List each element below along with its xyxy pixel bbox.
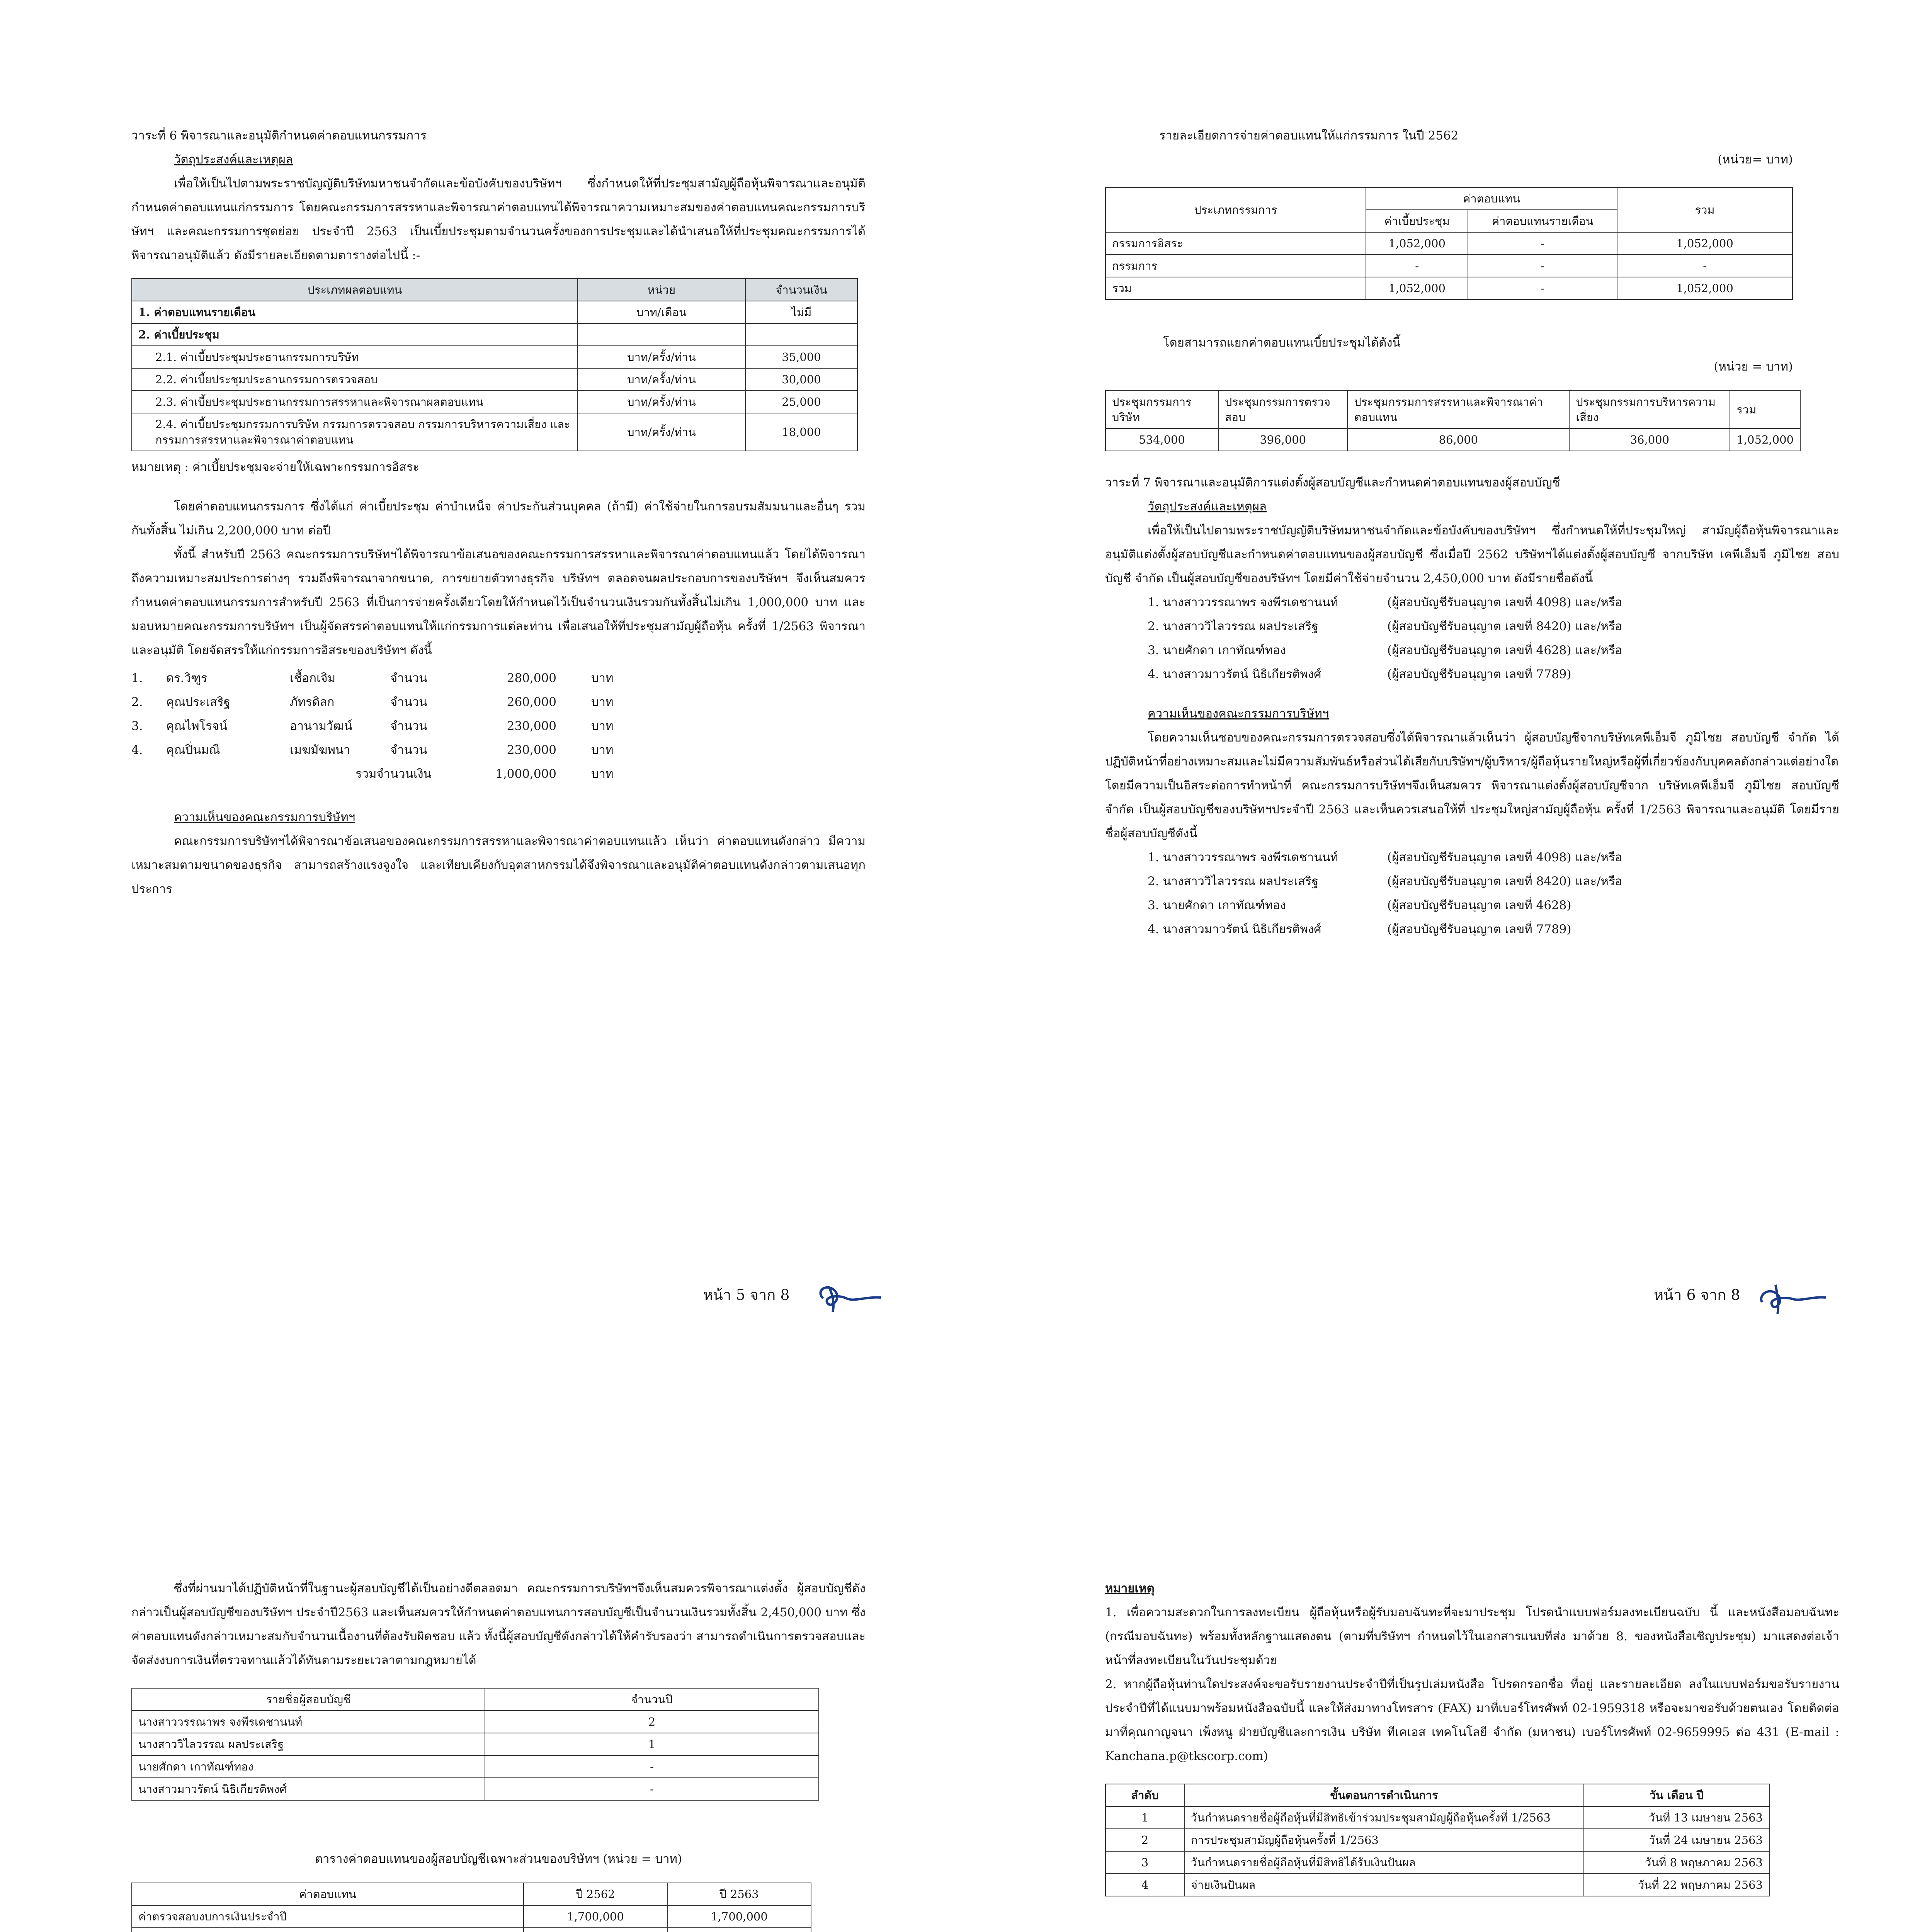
table-cell: - [485, 1755, 819, 1778]
list-item [131, 666, 866, 690]
table-row [132, 1928, 811, 1932]
auditor-license: (ผู้สอบบัญชีรับอนุญาต เลขที่ 4098) และ/หรือ [1387, 595, 1622, 609]
table-header: รวม [1730, 391, 1800, 429]
table-row [1105, 429, 1800, 451]
table-cell: - [1468, 277, 1617, 299]
table-header: ค่าตอบแทน [1366, 187, 1617, 210]
table-header: ประชุมกรรมการตรวจสอบ [1218, 391, 1348, 429]
amount-unit: บาท [591, 743, 614, 757]
amount-label: จำนวน [390, 671, 427, 685]
auditor-license: (ผู้สอบบัญชีรับอนุญาต เลขที่ 4628) และ/หรือ [1387, 643, 1622, 657]
table-cell: บาท/ครั้ง/ท่าน [578, 368, 745, 391]
auditor-appointment-paragraph: ซึ่งที่ผ่านมาได้ปฏิบัติหน้าที่ในฐานะผู้สอบบัญชีได้เป็นอย่างดีตลอดมา คณะกรรมการบริษัทฯจึงเห็นสมควรพิจารณาแต่งตั้ง ผู้สอบบัญชีดังกล่าวเป็นผู้สอบบัญชีของบริษัทฯ ประจำปี2563 และเห็นสมควรให้กำหนดค่าตอบแทนการสอบบัญชีเป็นจำนวนเงินรวมทั้งสิ้น 2,450,000 บาท ซึ่งค่าตอบแทนดังกล่าวเหมาะสมกับจำนวนเนื้องานที่ต้องรับผิดชอบ แล้ว ทั้งนี้ผู้สอบบัญชีดังกล่าวได้ให้คำรับรองว่า สามารถดำเนินการตรวจสอบและจัดส่งงบการเงินที่ตรวจทานแล้วได้ทันตามระยะเวลาตามกฎหมายได้ [131, 1582, 866, 1667]
list-item [1148, 590, 1839, 614]
table-cell: วันกำหนดรายชื่อผู้ถือหุ้นที่มีสิทธิได้รับเงินปันผล [1184, 1851, 1584, 1874]
page-7 [131, 1577, 866, 1932]
auditor-license: (ผู้สอบบัญชีรับอนุญาต เลขที่ 8420) และ/หรือ [1387, 874, 1622, 888]
director-surname: เชื้อกเจิม [290, 671, 336, 685]
auditor-name: 4. นางสาวมาวรัตน์ นิธิเกียรติพงศ์ [1148, 922, 1321, 936]
table-row [1105, 232, 1793, 255]
table-cell: รวม [1105, 277, 1366, 299]
table-note: หมายเหตุ : ค่าเบี้ยประชุมจะจ่ายให้เฉพาะกรรมการอิสระ [131, 460, 420, 474]
table-cell: 4 [1105, 1874, 1184, 1896]
auditor-license: (ผู้สอบบัญชีรับอนุญาต เลขที่ 7789) [1387, 667, 1571, 681]
table-header: ประชุมกรรมการสรรหาและพิจารณาค่าตอบแทน [1347, 391, 1569, 429]
table-row [1105, 255, 1793, 277]
table-cell: - [1468, 255, 1617, 277]
auditor-list-2 [1105, 845, 1839, 941]
table-row [132, 1755, 819, 1778]
table-cell: - [485, 1778, 819, 1800]
table-cell: 2. ค่าเบี้ยประชุม [132, 323, 578, 346]
allocation-paragraph: ทั้งนี้ สำหรับปี 2563 คณะกรรมการบริษัทฯได้พิจารณาข้อเสนอของคณะกรรมการสรรหาและพิจารณาค่าตอบแทนแล้ว โดยได้พิจารณาถึงความเหมาะสมประการต่างๆ รวมถึงพิจารณาจากขนาด, การขยายตัวทางธุรกิจ บริษัทฯ ตลอดจนผลประกอบการของบริษัทฯ จึงเห็นสมควรกำหนดค่าตอบแทนกรรมการสำหรับปี 2563 ที่เป็นการจ่ายครั้งเดียวโดยให้กำหนดไว้เป็นจำนวนเงินรวมกันทั้งสิ้นไม่เกิน 1,000,000 บาท และมอบหมายคณะกรรมการบริษัทฯ เป็นผู้จัดสรรค่าตอบแทนให้แก่กรรมการแต่ละท่าน เพื่อเสนอให้ที่ประชุมสามัญผู้ถือหุ้น ครั้งที่ 1/2563 พิจารณาและอนุมัติ โดยจัดสรรให้แก่กรรมการอิสระของบริษัทฯ ดังนี้ [131, 548, 866, 657]
table-cell: 1,052,000 [1366, 232, 1468, 255]
table-cell: 2.2. ค่าเบี้ยประชุมประธานกรรมการตรวจสอบ [132, 368, 578, 391]
board-opinion-paragraph: โดยความเห็นชอบของคณะกรรมการตรวจสอบซึ่งได้พิจารณาแล้วเห็นว่า ผู้สอบบัญชีจากบริษัทเคพีเอ็มจี ภูมิไชย สอบบัญชี จำกัด ได้ปฏิบัติหน้าที่อย่างเหมาะสมและไม่มีความสัมพันธ์หรือส่วนได้เสียกับบริษัทฯ/ผู้บริหาร/ผู้ถือหุ้นรายใหญ่หรือผู้ที่เกี่ยวข้องกับบุคคลดังกล่าวแต่อย่างใด โดยมีความเป็นอิสระต่อการทำหน้าที่ คณะกรรมการบริษัทฯจึงเห็นสมควร พิจารณาแต่งตั้งผู้สอบบัญชีจาก บริษัทเคพีเอ็มจี ภูมิไชย สอบบัญชี จำกัด เป็นผู้สอบบัญชีของบริษัทฯประจำปี 2563 และเห็นควรเสนอให้ที่ ประชุมใหญ่สามัญผู้ถือหุ้น ครั้งที่ 1/2563 พิจารณาและอนุมัติ โดยมีรายชื่อผู้สอบบัญชีดังนี้ [1105, 731, 1839, 840]
table-cell: 25,000 [745, 391, 857, 413]
table-header: จำนวนเงิน [745, 279, 857, 301]
list-item [1148, 845, 1839, 869]
total-value: 1,000,000 [495, 767, 556, 781]
unit-label: (หน่วย = บาท) [1714, 360, 1793, 374]
table-cell: 86,000 [1347, 429, 1569, 451]
table-cell: วันกำหนดรายชื่อผู้ถือหุ้นที่มีสิทธิเข้าร่วมประชุมสามัญผู้ถือหุ้นครั้งที่ 1/2563 [1184, 1806, 1584, 1829]
table-cell: 1. ค่าตอบแทนรายเดือน [132, 301, 578, 323]
note-1: 1. เพื่อความสะดวกในการลงทะเบียน ผู้ถือหุ้นหรือผู้รับมอบฉันทะที่จะมาประชุม โปรดนำแบบฟอร์มลงทะเบียนฉบับ นี้ และหนังสือมอบฉันทะ (กรณีมอบฉันทะ) พร้อมทั้งหลักฐานแสดงตน (ตามที่บริษัทฯ กำหนดไว้ในเอกสารแนบที่ส่ง มาด้วย 8. ของหนังสือเชิญประชุม) มาแสดงต่อเจ้าหน้าที่ลงทะเบียนในวันประชุมด้วย [1105, 1605, 1839, 1667]
table-cell: จ่ายเงินปันผล [1184, 1874, 1584, 1896]
auditor-license: (ผู้สอบบัญชีรับอนุญาต เลขที่ 7789) [1387, 922, 1571, 936]
table-cell [667, 1928, 811, 1932]
table-cell: 30,000 [745, 368, 857, 391]
auditor-name: 3. นายศักดา เกาทัณฑ์ทอง [1148, 643, 1286, 657]
page-footer: หน้า 6 จาก 8 [1654, 1286, 1740, 1303]
board-opinion-paragraph: คณะกรรมการบริษัทฯได้พิจารณาข้อเสนอของคณะกรรมการสรรหาและพิจารณาค่าตอบแทนแล้ว เห็นว่า ค่าตอบแทนดังกล่าว มีความเหมาะสมตามขนาดของธุรกิจ สามารถสร้างแรงจูงใจ และเทียบเคียงกับอุตสาหกรรมได้จึงพิจารณาและอนุมัติค่าตอบแทนดังกล่าวตามเสนอทุกประการ [131, 834, 866, 896]
auditor-name: 1. นางสาววรรณาพร จงพีรเดชานนท์ [1148, 595, 1338, 609]
amount-value: 260,000 [507, 695, 556, 709]
board-opinion-heading: ความเห็นของคณะกรรมการบริษัทฯ [174, 810, 355, 824]
auditor-license: (ผู้สอบบัญชีรับอนุญาต เลขที่ 4628) [1387, 898, 1571, 912]
auditor-name: 1. นางสาววรรณาพร จงพีรเดชานนท์ [1148, 850, 1338, 864]
amount-value: 230,000 [507, 743, 556, 757]
table-cell: บาท/ครั้ง/ท่าน [578, 391, 745, 413]
total-unit: บาท [591, 767, 614, 781]
director-surname: ภัทรดิลก [290, 695, 335, 709]
amount-unit: บาท [591, 695, 614, 709]
table-header: ประชุมกรรมการบริษัท [1105, 391, 1218, 429]
director-surname: เมฆมัฆพนา [290, 743, 350, 757]
note-heading: หมายเหตุ [1105, 1582, 1155, 1595]
table-cell: - [1468, 232, 1617, 255]
list-item [1148, 917, 1839, 941]
table-cell: บาท/ครั้ง/ท่าน [578, 346, 745, 368]
table-cell: 35,000 [745, 346, 857, 368]
table-cell: 18,000 [745, 413, 857, 451]
list-item [1148, 869, 1839, 893]
table-cell: 2.3. ค่าเบี้ยประชุมประธานกรรมการสรรหาและพิจารณาผลตอบแทน [132, 391, 578, 413]
agenda-6-title: วาระที่ 6 พิจารณาและอนุมัติกำหนดค่าตอบแทนกรรมการ [131, 129, 427, 143]
table-row [1105, 1829, 1769, 1851]
table-cell: - [1366, 255, 1468, 277]
total-remuneration-paragraph: โดยค่าตอบแทนกรรมการ ซึ่งได้แก่ ค่าเบี้ยประชุม ค่าบำเหน็จ ค่าประกันส่วนบุคคล (ถ้ามี) ค่าใช้จ่ายในการอบรมสัมมนาและอื่นๆ รวมกันทั้งสิ้น ไม่เกิน 2,200,000 บาท ต่อปี [131, 500, 866, 537]
table-header: ประเภทกรรมการ [1105, 187, 1366, 232]
table-header: ประเภทผลตอบแทน [132, 279, 578, 301]
auditor-name: 2. นางสาววิไลวรรณ ผลประเสริฐ [1148, 619, 1318, 633]
table-cell: ไม่มี [745, 301, 857, 323]
amount-label: จำนวน [390, 743, 427, 757]
table-cell: 2 [485, 1711, 819, 1733]
auditor-years-table [131, 1688, 819, 1801]
list-item [131, 714, 866, 738]
table-cell: 396,000 [1218, 429, 1348, 451]
amount-label: จำนวน [390, 719, 427, 733]
table-row [132, 1778, 819, 1800]
table-row [1105, 1874, 1769, 1896]
table-cell: 2.4. ค่าเบี้ยประชุมกรรมการบริษัท กรรมการตรวจสอบ กรรมการบริหารความเสี่ยง และกรรมการสรรหาและพิจารณาค่าตอบแทน [132, 413, 578, 451]
table-header: ประชุมกรรมการบริหารความเสี่ยง [1569, 391, 1730, 429]
table-cell: กรรมการ [1105, 255, 1366, 277]
table-header: รายชื่อผู้สอบบัญชี [132, 1688, 485, 1711]
page-6 [1105, 124, 1839, 1399]
remuneration-table [131, 278, 858, 451]
table-cell [745, 323, 857, 346]
table-row [1105, 1851, 1769, 1874]
list-item [131, 690, 866, 714]
table-header: วัน เดือน ปี [1584, 1784, 1769, 1806]
table-cell: นางสาวมาวรัตน์ นิธิเกียรติพงศ์ [132, 1778, 485, 1800]
table-header: ค่าตอบแทน [132, 1883, 524, 1905]
table-header: ค่าเบี้ยประชุม [1366, 210, 1468, 232]
objective-heading: วัตถุประสงค์และเหตุผล [174, 153, 293, 167]
table-cell: 1,700,000 [524, 1905, 667, 1928]
director-surname: อานามวัฒน์ [290, 719, 352, 733]
item-number: 2. [131, 695, 143, 709]
table-cell: วันที่ 24 เมษายน 2563 [1584, 1829, 1769, 1851]
list-item [131, 738, 866, 762]
allocation-total [131, 762, 866, 786]
audit-fee-title: ตารางค่าตอบแทนของผู้สอบบัญชีเฉพาะส่วนของบริษัทฯ (หน่วย = บาท) [315, 1852, 682, 1866]
auditor-license: (ผู้สอบบัญชีรับอนุญาต เลขที่ 8420) และ/หรือ [1387, 619, 1622, 633]
table-cell: 2 [1105, 1829, 1184, 1851]
table-row [1105, 1806, 1769, 1829]
page-footer: หน้า 5 จาก 8 [703, 1286, 790, 1303]
amount-unit: บาท [591, 719, 614, 733]
director-name: คุณไพโรจน์ [166, 719, 228, 733]
audit-fee-table [131, 1883, 811, 1932]
table-header: หน่วย [578, 279, 745, 301]
table-cell: วันที่ 22 พฤษภาคม 2563 [1584, 1874, 1769, 1896]
total-label: รวมจำนวนเงิน [355, 767, 432, 781]
director-pay-title: รายละเอียดการจ่ายค่าตอบแทนให้แก่กรรมการ ในปี 2562 [1159, 129, 1459, 143]
objective-paragraph: เพื่อให้เป็นไปตามพระราชบัญญัติบริษัทมหาชนจำกัดและข้อบังคับของบริษัทฯ ซึ่งกำหนดให้ที่ประชุมสามัญผู้ถือหุ้นพิจารณาและอนุมัติกำหนดค่าตอบแทนแก่กรรมการ โดยคณะกรรมการสรรหาและพิจารณาค่าตอบแทนได้พิจารณาความเหมาะสมของค่าตอบแทนคณะกรรมการบริษัทฯ และคณะกรรมการชุดย่อย ประจำปี 2563 เป็นเบี้ยประชุมตามจำนวนครั้งของการประชุมและได้นำเสนอให้ที่ประชุมคณะกรรมการได้พิจารณาอนุมัติแล้ว ดังมีรายละเอียดตามตารางต่อไปนี้ :- [131, 177, 866, 262]
amount-unit: บาท [591, 671, 614, 685]
table-cell: บาท/ครั้ง/ท่าน [578, 413, 745, 451]
table-cell: วันที่ 8 พฤษภาคม 2563 [1584, 1851, 1769, 1874]
table-cell: 36,000 [1569, 429, 1730, 451]
table-cell: 1 [485, 1733, 819, 1755]
table-cell: - [1617, 255, 1793, 277]
note-2: 2. หากผู้ถือหุ้นท่านใดประสงค์จะขอรับรายงานประจำปีที่เป็นรูปเล่มหนังสือ โปรดกรอกชื่อ ที่อยู่ และรายละเอียด ลงในแบบฟอร์มขอรับรายงานประจำปีที่ได้แนบมาพร้อมหนังสือฉบับนี้ และให้ส่งมาทางโทรสาร (FAX) มาที่เบอร์โทรศัพท์ 02-1959318 หรือจะมาขอรับด้วยตนเอง โดยติดต่อมาที่คุณกาญจนา เพ็งหนู ฝ่ายบัญชีและการเงิน บริษัท ทีเคเอส เทคโนโลยี จำกัด (มหาชน) เบอร์โทรศัพท์ 02-9659995 ต่อ 431 (E-mail : Kanchana.p@tkscorp.com) [1105, 1677, 1839, 1763]
auditor-license: (ผู้สอบบัญชีรับอนุญาต เลขที่ 4098) และ/หรือ [1387, 850, 1622, 864]
table-cell: นางสาววรรณาพร จงพีรเดชานนท์ [132, 1711, 485, 1733]
table-header: รวม [1617, 187, 1793, 232]
list-item [1148, 893, 1839, 917]
director-name: คุณปิ่นมณี [166, 743, 220, 757]
director-name: ดร.วิฑูร [166, 671, 207, 685]
objective-heading: วัตถุประสงค์และเหตุผล [1148, 500, 1267, 514]
initials-signature [811, 1275, 889, 1321]
table-cell [578, 323, 745, 346]
table-header: ขั้นตอนการดำเนินการ [1184, 1784, 1584, 1806]
board-opinion-heading: ความเห็นของคณะกรรมการบริษัทฯ [1148, 707, 1329, 721]
objective-paragraph: เพื่อให้เป็นไปตามพระราชบัญญัติบริษัทมหาชนจำกัดและข้อบังคับของบริษัทฯ ซึ่งกำหนดให้ที่ประชุมใหญ่ สามัญผู้ถือหุ้นพิจารณาและอนุมัติแต่งตั้งผู้สอบบัญชีและกำหนดค่าตอบแทนของผู้สอบบัญชี ซึ่งเมื่อปี 2562 บริษัทฯได้แต่งตั้งผู้สอบบัญชี จากบริษัท เคพีเอ็มจี ภูมิไชย สอบบัญชี จำกัด เป็นผู้สอบบัญชีของบริษัทฯ โดยมีค่าใช้จ่ายจำนวน 2,450,000 บาท ดังมีรายชื่อดังนี้ [1105, 524, 1839, 585]
table-cell: 1,052,000 [1617, 277, 1793, 299]
page-5 [131, 124, 866, 1399]
list-item [1148, 662, 1839, 686]
amount-value: 230,000 [507, 719, 556, 733]
item-number: 3. [131, 719, 143, 733]
table-row [1105, 277, 1793, 299]
table-row [132, 1905, 811, 1928]
table-cell: การประชุมสามัญผู้ถือหุ้นครั้งที่ 1/2563 [1184, 1829, 1584, 1851]
table-cell: 1,700,000 [667, 1905, 811, 1928]
director-pay-table [1105, 187, 1793, 300]
allocation-list [131, 666, 866, 786]
table-row [132, 413, 857, 451]
table-header: ปี 2563 [667, 1883, 811, 1905]
meeting-fee-table [1105, 390, 1801, 451]
table-cell: 3 [1105, 1851, 1184, 1874]
unit-label: (หน่วย= บาท) [1718, 153, 1793, 167]
table-cell [524, 1928, 667, 1932]
table-cell: วันที่ 13 เมษายน 2563 [1584, 1806, 1769, 1829]
list-item [1148, 614, 1839, 638]
table-row [132, 1711, 819, 1733]
table-cell: นายศักดา เกาทัณฑ์ทอง [132, 1755, 485, 1778]
table-header: ลำดับ [1105, 1784, 1184, 1806]
table-cell: นางสาววิไลวรรณ ผลประเสริฐ [132, 1733, 485, 1755]
meeting-fee-breakdown-title: โดยสามารถแยกค่าตอบแทนเบี้ยประชุมได้ดังนี้ [1163, 336, 1401, 350]
auditor-name: 4. นางสาวมาวรัตน์ นิธิเกียรติพงศ์ [1148, 667, 1321, 681]
item-number: 1. [131, 671, 143, 685]
table-header: ค่าตอบแทนรายเดือน [1468, 210, 1617, 232]
table-row [132, 391, 857, 413]
page-8 [1105, 1577, 1839, 1932]
table-header: จำนวนปี [485, 1688, 819, 1711]
table-row [132, 301, 857, 323]
table-row [132, 346, 857, 368]
auditor-name: 2. นางสาววิไลวรรณ ผลประเสริฐ [1148, 874, 1318, 888]
table-cell: 1 [1105, 1806, 1184, 1829]
initials-signature [1754, 1275, 1832, 1321]
auditor-name: 3. นายศักดา เกาทัณฑ์ทอง [1148, 898, 1286, 912]
table-row [132, 1733, 819, 1755]
amount-value: 280,000 [507, 671, 556, 685]
table-cell: 1,052,000 [1617, 232, 1793, 255]
table-cell: ค่าตรวจสอบงบการเงินประจำปี [132, 1905, 524, 1928]
agenda-7-title: วาระที่ 7 พิจารณาและอนุมัติการแต่งตั้งผู้สอบบัญชีและกำหนดค่าตอบแทนของผู้สอบบัญชี [1105, 476, 1560, 490]
schedule-table [1105, 1784, 1770, 1896]
table-row [132, 323, 857, 346]
table-cell [132, 1928, 524, 1932]
table-cell: 1,052,000 [1366, 277, 1468, 299]
list-item [1148, 638, 1839, 662]
table-cell: 2.1. ค่าเบี้ยประชุมประธานกรรมการบริษัท [132, 346, 578, 368]
table-cell: กรรมการอิสระ [1105, 232, 1366, 255]
table-header: ปี 2562 [524, 1883, 667, 1905]
item-number: 4. [131, 743, 143, 757]
director-name: คุณประเสริฐ [166, 695, 230, 709]
auditor-list [1105, 590, 1839, 686]
amount-label: จำนวน [390, 695, 427, 709]
table-cell: 534,000 [1105, 429, 1218, 451]
table-cell: บาท/เดือน [578, 301, 745, 323]
table-cell: 1,052,000 [1730, 429, 1800, 451]
table-row [132, 368, 857, 391]
